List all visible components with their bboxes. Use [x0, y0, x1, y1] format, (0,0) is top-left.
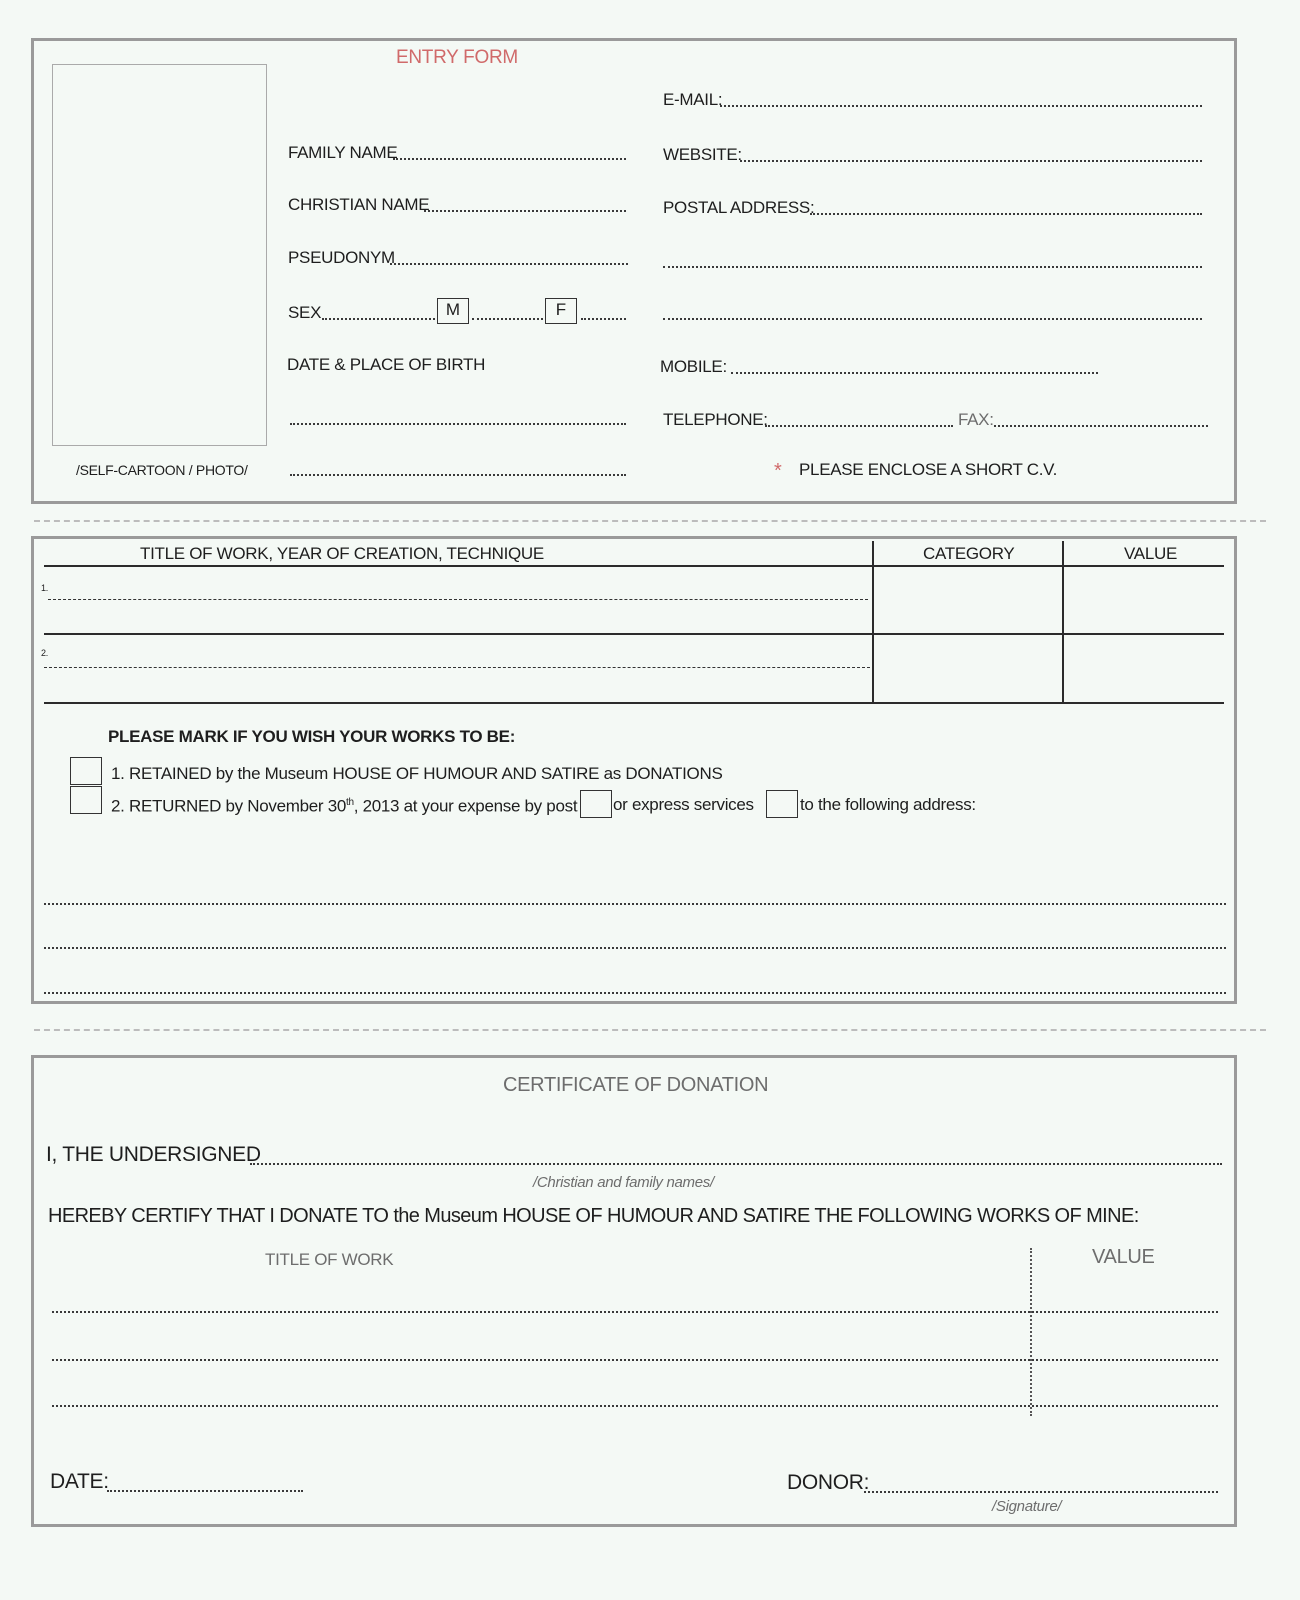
retain-option-label: 1. RETAINED by the Museum HOUSE OF HUMOUR AND SATIRE as DONATIONS	[111, 764, 723, 783]
separator-2	[34, 1029, 1266, 1031]
family-name-field[interactable]	[393, 158, 626, 160]
entry-form-title: ENTRY FORM	[396, 47, 518, 68]
works-row-number-2: 2.	[41, 648, 48, 658]
cert-col-title: TITLE OF WORK	[265, 1250, 394, 1269]
works-row-rule-1	[44, 633, 1224, 635]
sex-male-checkbox[interactable]: M	[437, 298, 469, 324]
sex-dots-2	[472, 318, 543, 320]
donor-label: DONOR:	[787, 1471, 870, 1494]
donated-work-row-1[interactable]	[52, 1311, 1218, 1313]
return-address-field-1[interactable]	[44, 903, 1226, 905]
mobile-label: MOBILE:	[660, 357, 727, 376]
postal-address-field-1[interactable]	[810, 213, 1202, 215]
email-label: E-MAIL:	[663, 90, 723, 109]
certify-text: HEREBY CERTIFY THAT I DONATE TO the Museum HOUSE OF HUMOUR AND SATIRE THE FOLLOWING WORKS OF MINE:	[48, 1205, 1139, 1227]
christian-name-label: CHRISTIAN NAME	[288, 195, 430, 214]
pseudonym-field[interactable]	[390, 263, 628, 265]
postal-address-field-3[interactable]	[663, 318, 1202, 320]
return-option-label	[111, 793, 577, 817]
cert-col-divider	[1030, 1248, 1032, 1416]
post-checkbox[interactable]	[580, 790, 612, 818]
birth-field-2[interactable]	[290, 474, 626, 476]
pseudonym-label: PSEUDONYM	[288, 248, 395, 267]
photo-caption: /SELF-CARTOON / PHOTO/	[76, 462, 248, 478]
retain-checkbox[interactable]	[70, 757, 102, 785]
works-row-field-2[interactable]	[44, 667, 870, 668]
names-hint: /Christian and family names/	[533, 1174, 714, 1191]
or-express-label: or express services	[613, 795, 754, 814]
donated-work-row-3[interactable]	[52, 1405, 1218, 1407]
sex-female-checkbox[interactable]: F	[545, 298, 577, 324]
undersigned-field[interactable]	[250, 1163, 1222, 1165]
cert-col-value: VALUE	[1092, 1246, 1155, 1268]
return-option-text-a: 2. RETURNED by November 30	[111, 796, 346, 816]
birth-label: DATE & PLACE OF BIRTH	[287, 355, 486, 374]
telephone-label: TELEPHONE:	[663, 410, 768, 429]
website-label: WEBSITE:	[663, 145, 742, 164]
works-row-rule-2	[44, 702, 1224, 704]
family-name-label: FAMILY NAME	[288, 143, 398, 162]
birth-field-1[interactable]	[290, 423, 626, 425]
photo-box[interactable]	[52, 64, 267, 446]
donor-signature-field[interactable]	[864, 1491, 1218, 1493]
sex-dots-3	[581, 318, 626, 320]
website-field[interactable]	[740, 160, 1202, 162]
certificate-title: CERTIFICATE OF DONATION	[503, 1074, 769, 1096]
postal-address-field-2[interactable]	[663, 266, 1202, 268]
postal-address-label: POSTAL ADDRESS:	[663, 198, 815, 217]
return-address-field-2[interactable]	[44, 947, 1226, 949]
works-row-field-1[interactable]	[48, 599, 868, 600]
works-col-value: VALUE	[1124, 544, 1177, 563]
works-col-category: CATEGORY	[923, 544, 1015, 563]
mark-heading: PLEASE MARK IF YOU WISH YOUR WORKS TO BE:	[108, 727, 516, 746]
works-row-number-1: 1.	[41, 583, 48, 593]
sex-dots-1	[322, 318, 435, 320]
date-label: DATE:	[50, 1470, 109, 1493]
address-lead-label: to the following address:	[800, 795, 976, 814]
mobile-field[interactable]	[731, 372, 1098, 374]
express-checkbox[interactable]	[766, 790, 798, 818]
telephone-field[interactable]	[765, 425, 953, 427]
separator-1	[34, 520, 1266, 522]
return-checkbox[interactable]	[70, 786, 102, 814]
works-col-divider-2	[1062, 541, 1064, 702]
signature-hint: /Signature/	[992, 1498, 1062, 1515]
return-address-field-3[interactable]	[44, 992, 1226, 994]
date-field[interactable]	[107, 1490, 303, 1492]
email-field[interactable]	[720, 105, 1202, 107]
certificate-section	[31, 1055, 1237, 1527]
works-col-divider-1	[872, 541, 874, 702]
fax-field[interactable]	[994, 425, 1208, 427]
undersigned-label: I, THE UNDERSIGNED	[46, 1143, 261, 1166]
fax-label: FAX:	[958, 410, 994, 429]
works-col-title: TITLE OF WORK, YEAR OF CREATION, TECHNIQUE	[140, 544, 544, 563]
works-header-rule	[44, 565, 1224, 567]
sex-label: SEX	[288, 303, 322, 322]
cv-note: PLEASE ENCLOSE A SHORT C.V.	[799, 460, 1058, 479]
christian-name-field[interactable]	[424, 210, 626, 212]
asterisk-icon: *	[774, 460, 782, 482]
return-option-text-b: , 2013 at your expense by post	[353, 796, 578, 816]
return-option-sup: th	[346, 797, 354, 808]
donated-work-row-2[interactable]	[52, 1359, 1218, 1361]
